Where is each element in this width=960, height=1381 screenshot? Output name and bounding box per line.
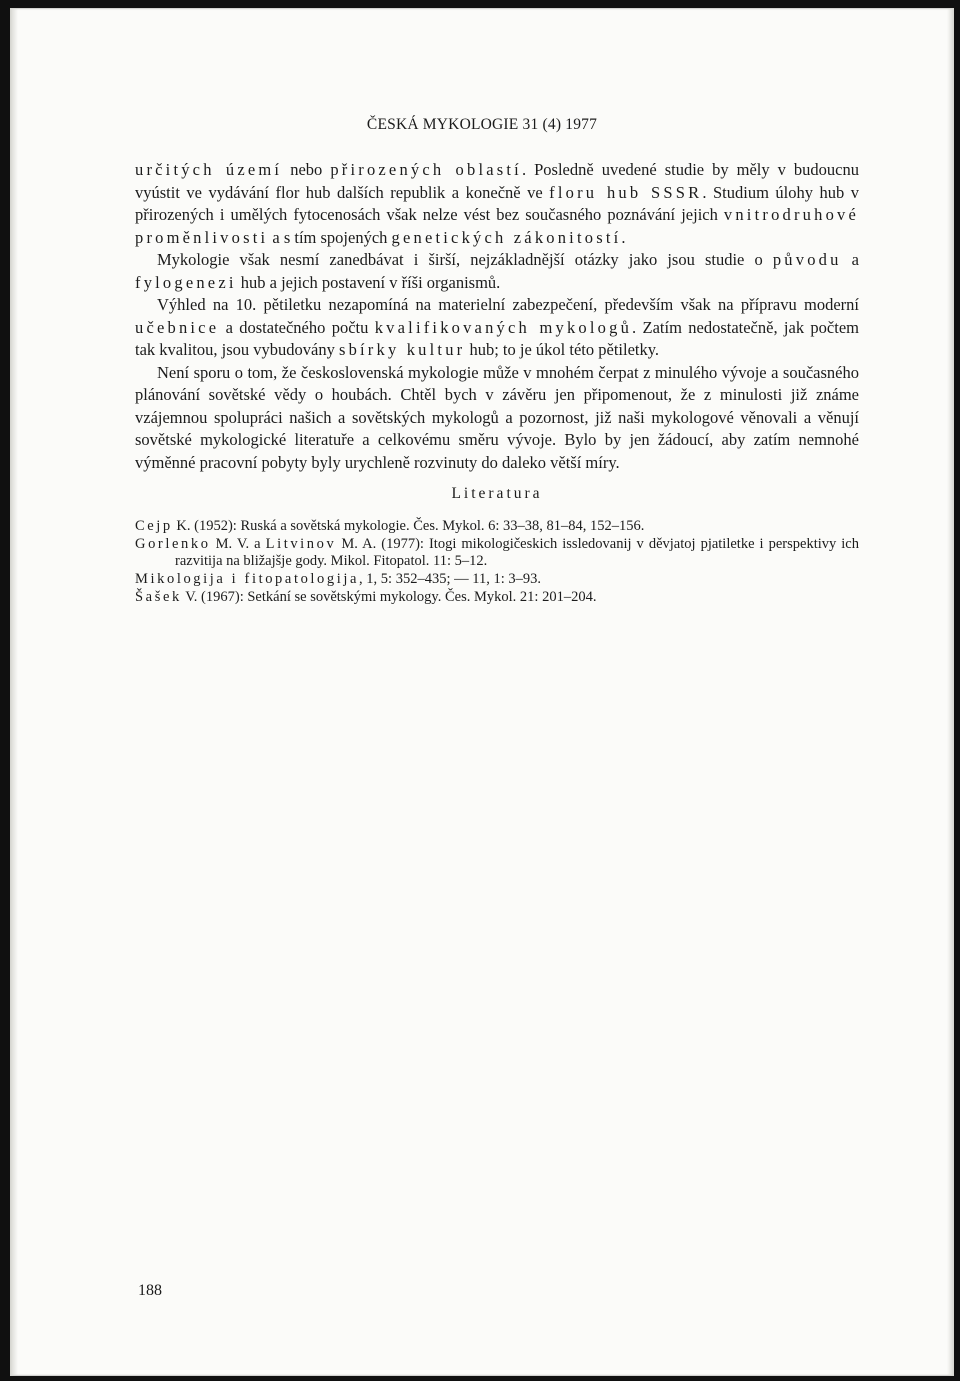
spaced-term: genetických zákonitostí [391, 227, 622, 247]
reference-author: Cejp [135, 517, 173, 534]
reference-list [135, 518, 859, 606]
paragraph-4: Není sporu o tom, že československá mykologie může v mnohém čerpat z minulého vývoje a současného plánování sovětské vědy o houbách. Chtěl bych v závěru jen připomenout, že z minulosti již známe vzájemnou spolupráci našich a sovětských mykologů a pozornost, již naši mykologové věnovali a věnují sovětské mykologické literatuře a celkovému směru vývoje. Bylo by jen žádoucí, aby zatím nemnohé výměnné pracovní pobyty byly urychleně rozvinuty do daleko větší míry. [135, 362, 859, 472]
text-run: Výhled na 10. pětiletku nezapomíná na materielní zabezpečení, především však na přípravu moderní [157, 295, 859, 314]
spaced-term: kvalifikovaných mykologů [374, 317, 633, 337]
spaced-term: učebnice [135, 317, 220, 337]
spaced-term: sbírky kultur [338, 340, 466, 359]
literature-heading: Literatura [451, 485, 543, 502]
reference-details: K. (1952): Ruská a sovětská mykologie. Čes. Mykol. 6: 33–38, 81–84, 152–156. [172, 517, 645, 534]
text-run: . Studium úlohy hub v přirozených i umělých fytocenosách však nelze vést bez současného poznávání jejich [135, 182, 859, 224]
text-run: a [841, 250, 860, 269]
scanned-page [10, 8, 954, 1376]
reference-author: Litvinov [265, 535, 337, 552]
reference-item [135, 571, 859, 588]
text-run: . [621, 227, 626, 247]
reference-author: Mikologija i fitopatologija [135, 570, 360, 587]
spaced-term: fylogenezi [135, 272, 237, 292]
spaced-term: vnitrodruhové proměnlivosti [135, 205, 859, 247]
running-head: ČESKÁ MYKOLOGIE 31 (4) 1977 [366, 116, 598, 133]
text-run: a dostatečného počtu [219, 317, 375, 337]
reference-item [135, 518, 859, 535]
reference-item [135, 589, 859, 606]
spaced-term: určitých území [135, 160, 283, 179]
paragraph-2 [135, 249, 859, 294]
reference-author: Gorlenko [135, 535, 211, 552]
paragraph-1 [135, 159, 859, 249]
reference-details: V. (1967): Setkání se sovětskými mykology. Čes. Mykol. 21: 201–204. [181, 588, 597, 605]
reference-item [135, 536, 859, 570]
body-text [135, 159, 859, 607]
reference-author: Šašek [135, 588, 182, 605]
reference-details: M. A. (1977): Itogi mikologičeskich issledovanij v děvjatoj pjatiletke i perspektivy ich razvitija na bližajšje gody. Mikol. Fitopatol. 11: 5–12. [175, 535, 859, 569]
spaced-term: floru hub SSSR [549, 182, 703, 202]
spaced-term: přirozených oblastí [330, 160, 522, 179]
text-run: . Zatím nedostatečně, jak počtem tak kvalitou, jsou vybudovány [135, 317, 859, 359]
text-run: . Posledně uvedené studie by měly v budoucnu vyústit ve vydávání flor hub dalších republik a konečně ve [135, 160, 860, 202]
text-run: hub; to je úkol této pětiletky. [465, 340, 660, 359]
reference-details: M. V. a [210, 535, 266, 552]
text-run: a s tím spojených [268, 227, 392, 247]
spaced-term: původu [772, 250, 842, 269]
text-run: Mykologie však nesmí zanedbávat i širší, nejzákladnější otázky jako jsou studie o [157, 250, 773, 269]
text-run: nebo [282, 160, 331, 179]
page-number: 188 [138, 1282, 162, 1299]
reference-details: , 1, 5: 352–435; — 11, 1: 3–93. [359, 570, 541, 587]
paragraph-3 [135, 294, 859, 362]
text-run: hub a jejich postavení v říši organismů. [236, 272, 501, 292]
